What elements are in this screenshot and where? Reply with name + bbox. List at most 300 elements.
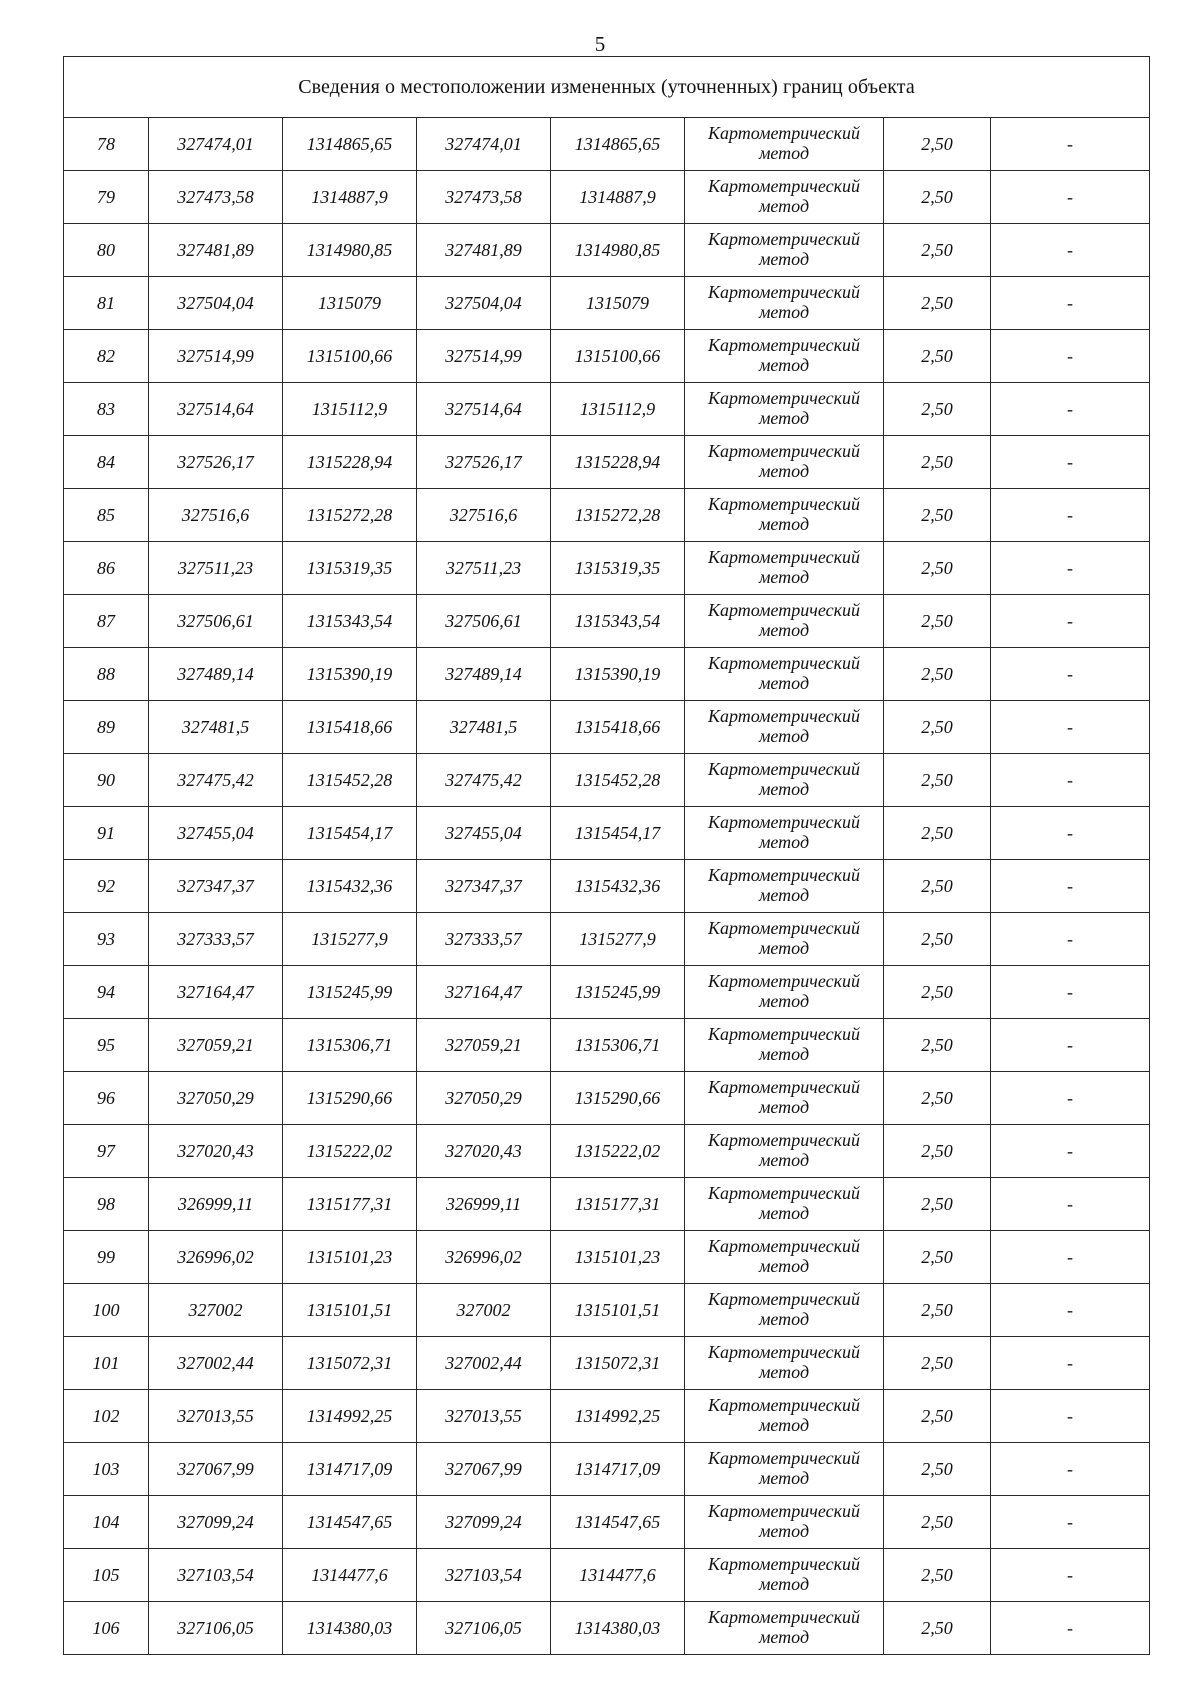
refined-y-cell: 1315432,36	[551, 860, 685, 913]
method-line-1: Картометрический	[707, 1077, 860, 1097]
table-row	[64, 754, 1150, 807]
boundary-coordinates-table	[63, 56, 1150, 1655]
method-line-2: метод	[758, 726, 810, 746]
method-line-2: метод	[758, 1097, 810, 1117]
existing-x-cell: 327473,58	[149, 171, 283, 224]
existing-y-cell: 1315222,02	[283, 1125, 417, 1178]
method-line-1: Картометрический	[707, 653, 860, 673]
table-row	[64, 330, 1150, 383]
method-cell	[685, 1390, 884, 1443]
table-row	[64, 1231, 1150, 1284]
point-number-cell: 105	[64, 1549, 149, 1602]
existing-x-cell: 327481,89	[149, 224, 283, 277]
note-cell: -	[991, 807, 1150, 860]
refined-y-cell: 1315343,54	[551, 595, 685, 648]
method-cell	[685, 1496, 884, 1549]
method-line-1: Картометрический	[707, 1130, 860, 1150]
point-number-cell: 93	[64, 913, 149, 966]
note-cell: -	[991, 1443, 1150, 1496]
method-line-1: Картометрический	[707, 547, 860, 567]
table-row	[64, 542, 1150, 595]
refined-y-cell: 1315079	[551, 277, 685, 330]
method-line-2: метод	[758, 1627, 810, 1647]
method-line-2: метод	[758, 832, 810, 852]
method-line-1: Картометрический	[707, 865, 860, 885]
refined-x-cell: 327506,61	[417, 595, 551, 648]
method-line-1: Картометрический	[707, 1607, 860, 1627]
point-number-cell: 95	[64, 1019, 149, 1072]
note-cell: -	[991, 1284, 1150, 1337]
note-cell: -	[991, 1019, 1150, 1072]
point-number-cell: 86	[64, 542, 149, 595]
refined-y-cell: 1315454,17	[551, 807, 685, 860]
table-row	[64, 118, 1150, 171]
method-cell	[685, 542, 884, 595]
refined-x-cell: 327106,05	[417, 1602, 551, 1655]
table-row	[64, 966, 1150, 1019]
accuracy-cell: 2,50	[884, 595, 991, 648]
table-row	[64, 1443, 1150, 1496]
existing-y-cell: 1315101,23	[283, 1231, 417, 1284]
accuracy-cell: 2,50	[884, 1390, 991, 1443]
method-line-1: Картометрический	[707, 388, 860, 408]
method-cell	[685, 648, 884, 701]
method-line-2: метод	[758, 779, 810, 799]
note-cell: -	[991, 1072, 1150, 1125]
existing-x-cell: 327504,04	[149, 277, 283, 330]
method-line-1: Картометрический	[707, 1448, 860, 1468]
accuracy-cell: 2,50	[884, 277, 991, 330]
existing-x-cell: 327526,17	[149, 436, 283, 489]
point-number-cell: 104	[64, 1496, 149, 1549]
accuracy-cell: 2,50	[884, 1337, 991, 1390]
accuracy-cell: 2,50	[884, 1496, 991, 1549]
accuracy-cell: 2,50	[884, 436, 991, 489]
method-cell	[685, 1231, 884, 1284]
refined-x-cell: 327020,43	[417, 1125, 551, 1178]
existing-x-cell: 327514,99	[149, 330, 283, 383]
refined-x-cell: 327475,42	[417, 754, 551, 807]
method-cell	[685, 383, 884, 436]
existing-y-cell: 1314547,65	[283, 1496, 417, 1549]
refined-y-cell: 1314980,85	[551, 224, 685, 277]
refined-x-cell: 327455,04	[417, 807, 551, 860]
table-row	[64, 1602, 1150, 1655]
existing-y-cell: 1314992,25	[283, 1390, 417, 1443]
point-number-cell: 96	[64, 1072, 149, 1125]
method-line-2: метод	[758, 885, 810, 905]
point-number-cell: 78	[64, 118, 149, 171]
refined-y-cell: 1315100,66	[551, 330, 685, 383]
method-cell	[685, 1602, 884, 1655]
method-line-2: метод	[758, 938, 810, 958]
method-line-2: метод	[758, 567, 810, 587]
refined-x-cell: 327504,04	[417, 277, 551, 330]
table-row	[64, 277, 1150, 330]
method-line-2: метод	[758, 1150, 810, 1170]
refined-y-cell: 1314547,65	[551, 1496, 685, 1549]
existing-x-cell: 327106,05	[149, 1602, 283, 1655]
refined-y-cell: 1315290,66	[551, 1072, 685, 1125]
method-line-2: метод	[758, 1256, 810, 1276]
accuracy-cell: 2,50	[884, 966, 991, 1019]
existing-y-cell: 1314865,65	[283, 118, 417, 171]
accuracy-cell: 2,50	[884, 754, 991, 807]
existing-x-cell: 327103,54	[149, 1549, 283, 1602]
refined-y-cell: 1315390,19	[551, 648, 685, 701]
note-cell: -	[991, 648, 1150, 701]
point-number-cell: 99	[64, 1231, 149, 1284]
accuracy-cell: 2,50	[884, 1443, 991, 1496]
method-line-1: Картометрический	[707, 1183, 860, 1203]
existing-x-cell: 327164,47	[149, 966, 283, 1019]
existing-x-cell: 327481,5	[149, 701, 283, 754]
note-cell: -	[991, 383, 1150, 436]
method-cell	[685, 1072, 884, 1125]
existing-x-cell: 327489,14	[149, 648, 283, 701]
method-line-1: Картометрический	[707, 1289, 860, 1309]
method-cell	[685, 489, 884, 542]
refined-y-cell: 1315072,31	[551, 1337, 685, 1390]
note-cell: -	[991, 754, 1150, 807]
refined-x-cell: 327526,17	[417, 436, 551, 489]
accuracy-cell: 2,50	[884, 1284, 991, 1337]
method-line-1: Картометрический	[707, 1342, 860, 1362]
note-cell: -	[991, 913, 1150, 966]
existing-x-cell: 327333,57	[149, 913, 283, 966]
refined-y-cell: 1315272,28	[551, 489, 685, 542]
method-cell	[685, 330, 884, 383]
accuracy-cell: 2,50	[884, 383, 991, 436]
accuracy-cell: 2,50	[884, 171, 991, 224]
table-row	[64, 595, 1150, 648]
refined-x-cell: 327514,99	[417, 330, 551, 383]
method-line-2: метод	[758, 196, 810, 216]
method-cell	[685, 807, 884, 860]
note-cell: -	[991, 966, 1150, 1019]
existing-y-cell: 1315112,9	[283, 383, 417, 436]
refined-x-cell: 327002	[417, 1284, 551, 1337]
existing-x-cell: 327511,23	[149, 542, 283, 595]
existing-x-cell: 327050,29	[149, 1072, 283, 1125]
point-number-cell: 106	[64, 1602, 149, 1655]
refined-y-cell: 1315101,23	[551, 1231, 685, 1284]
accuracy-cell: 2,50	[884, 1549, 991, 1602]
refined-x-cell: 327516,6	[417, 489, 551, 542]
note-cell: -	[991, 1125, 1150, 1178]
refined-y-cell: 1315306,71	[551, 1019, 685, 1072]
refined-y-cell: 1315319,35	[551, 542, 685, 595]
note-cell: -	[991, 595, 1150, 648]
refined-x-cell: 327002,44	[417, 1337, 551, 1390]
refined-y-cell: 1315101,51	[551, 1284, 685, 1337]
method-line-2: метод	[758, 1415, 810, 1435]
accuracy-cell: 2,50	[884, 1125, 991, 1178]
refined-x-cell: 327099,24	[417, 1496, 551, 1549]
table-row	[64, 648, 1150, 701]
accuracy-cell: 2,50	[884, 860, 991, 913]
accuracy-cell: 2,50	[884, 224, 991, 277]
method-line-1: Картометрический	[707, 441, 860, 461]
refined-y-cell: 1314477,6	[551, 1549, 685, 1602]
existing-y-cell: 1315452,28	[283, 754, 417, 807]
method-line-2: метод	[758, 1521, 810, 1541]
table-row	[64, 171, 1150, 224]
point-number-cell: 89	[64, 701, 149, 754]
point-number-cell: 100	[64, 1284, 149, 1337]
existing-y-cell: 1315101,51	[283, 1284, 417, 1337]
table-row	[64, 1496, 1150, 1549]
accuracy-cell: 2,50	[884, 701, 991, 754]
method-cell	[685, 595, 884, 648]
refined-y-cell: 1315228,94	[551, 436, 685, 489]
table-row	[64, 489, 1150, 542]
existing-x-cell: 327002,44	[149, 1337, 283, 1390]
refined-x-cell: 327347,37	[417, 860, 551, 913]
refined-y-cell: 1315245,99	[551, 966, 685, 1019]
table-caption-row	[64, 57, 1150, 118]
existing-y-cell: 1315245,99	[283, 966, 417, 1019]
method-cell	[685, 754, 884, 807]
accuracy-cell: 2,50	[884, 118, 991, 171]
existing-x-cell: 327455,04	[149, 807, 283, 860]
method-line-1: Картометрический	[707, 494, 860, 514]
existing-y-cell: 1315290,66	[283, 1072, 417, 1125]
point-number-cell: 79	[64, 171, 149, 224]
refined-y-cell: 1315112,9	[551, 383, 685, 436]
point-number-cell: 91	[64, 807, 149, 860]
note-cell: -	[991, 1496, 1150, 1549]
method-line-1: Картометрический	[707, 176, 860, 196]
point-number-cell: 87	[64, 595, 149, 648]
table-row	[64, 1549, 1150, 1602]
point-number-cell: 103	[64, 1443, 149, 1496]
method-line-1: Картометрический	[707, 759, 860, 779]
existing-x-cell: 326996,02	[149, 1231, 283, 1284]
method-cell	[685, 913, 884, 966]
method-line-2: метод	[758, 1044, 810, 1064]
point-number-cell: 82	[64, 330, 149, 383]
existing-y-cell: 1315228,94	[283, 436, 417, 489]
table-row	[64, 1390, 1150, 1443]
existing-x-cell: 327002	[149, 1284, 283, 1337]
table-row	[64, 1284, 1150, 1337]
existing-y-cell: 1315343,54	[283, 595, 417, 648]
refined-x-cell: 327474,01	[417, 118, 551, 171]
method-cell	[685, 1019, 884, 1072]
existing-y-cell: 1315079	[283, 277, 417, 330]
note-cell: -	[991, 542, 1150, 595]
existing-x-cell: 327474,01	[149, 118, 283, 171]
existing-y-cell: 1314380,03	[283, 1602, 417, 1655]
refined-x-cell: 327511,23	[417, 542, 551, 595]
point-number-cell: 94	[64, 966, 149, 1019]
method-line-2: метод	[758, 991, 810, 1011]
method-cell	[685, 1443, 884, 1496]
refined-x-cell: 326999,11	[417, 1178, 551, 1231]
existing-x-cell: 327013,55	[149, 1390, 283, 1443]
method-cell	[685, 966, 884, 1019]
method-line-2: метод	[758, 1362, 810, 1382]
point-number-cell: 80	[64, 224, 149, 277]
table-row	[64, 1019, 1150, 1072]
point-number-cell: 97	[64, 1125, 149, 1178]
method-line-1: Картометрический	[707, 229, 860, 249]
refined-y-cell: 1314887,9	[551, 171, 685, 224]
accuracy-cell: 2,50	[884, 648, 991, 701]
existing-x-cell: 327506,61	[149, 595, 283, 648]
note-cell: -	[991, 701, 1150, 754]
point-number-cell: 101	[64, 1337, 149, 1390]
method-line-1: Картометрический	[707, 1024, 860, 1044]
accuracy-cell: 2,50	[884, 807, 991, 860]
method-cell	[685, 277, 884, 330]
note-cell: -	[991, 224, 1150, 277]
note-cell: -	[991, 118, 1150, 171]
refined-x-cell: 327473,58	[417, 171, 551, 224]
note-cell: -	[991, 489, 1150, 542]
point-number-cell: 84	[64, 436, 149, 489]
table-row	[64, 701, 1150, 754]
refined-y-cell: 1315177,31	[551, 1178, 685, 1231]
method-line-1: Картометрический	[707, 1395, 860, 1415]
existing-x-cell: 327475,42	[149, 754, 283, 807]
table-row	[64, 807, 1150, 860]
method-cell	[685, 118, 884, 171]
existing-x-cell: 327067,99	[149, 1443, 283, 1496]
existing-y-cell: 1315272,28	[283, 489, 417, 542]
accuracy-cell: 2,50	[884, 330, 991, 383]
method-line-1: Картометрический	[707, 123, 860, 143]
refined-x-cell: 327050,29	[417, 1072, 551, 1125]
table-row	[64, 913, 1150, 966]
method-line-2: метод	[758, 302, 810, 322]
method-line-2: метод	[758, 1574, 810, 1594]
table-row	[64, 1337, 1150, 1390]
note-cell: -	[991, 277, 1150, 330]
existing-x-cell: 327099,24	[149, 1496, 283, 1549]
method-line-2: метод	[758, 1468, 810, 1488]
refined-x-cell: 327013,55	[417, 1390, 551, 1443]
refined-x-cell: 327164,47	[417, 966, 551, 1019]
method-line-1: Картометрический	[707, 600, 860, 620]
existing-x-cell: 327516,6	[149, 489, 283, 542]
method-line-1: Картометрический	[707, 971, 860, 991]
refined-x-cell: 327103,54	[417, 1549, 551, 1602]
method-cell	[685, 1549, 884, 1602]
refined-x-cell: 327059,21	[417, 1019, 551, 1072]
accuracy-cell: 2,50	[884, 1019, 991, 1072]
existing-y-cell: 1315177,31	[283, 1178, 417, 1231]
method-line-1: Картометрический	[707, 335, 860, 355]
method-line-2: метод	[758, 143, 810, 163]
accuracy-cell: 2,50	[884, 489, 991, 542]
table-row	[64, 383, 1150, 436]
accuracy-cell: 2,50	[884, 1231, 991, 1284]
existing-y-cell: 1315432,36	[283, 860, 417, 913]
refined-y-cell: 1315418,66	[551, 701, 685, 754]
existing-y-cell: 1315390,19	[283, 648, 417, 701]
point-number-cell: 85	[64, 489, 149, 542]
method-line-2: метод	[758, 461, 810, 481]
refined-x-cell: 327481,89	[417, 224, 551, 277]
method-cell	[685, 436, 884, 489]
method-line-2: метод	[758, 408, 810, 428]
table-row	[64, 1125, 1150, 1178]
refined-x-cell: 327489,14	[417, 648, 551, 701]
accuracy-cell: 2,50	[884, 1072, 991, 1125]
point-number-cell: 83	[64, 383, 149, 436]
method-cell	[685, 224, 884, 277]
point-number-cell: 98	[64, 1178, 149, 1231]
refined-x-cell: 326996,02	[417, 1231, 551, 1284]
point-number-cell: 102	[64, 1390, 149, 1443]
note-cell: -	[991, 1337, 1150, 1390]
accuracy-cell: 2,50	[884, 913, 991, 966]
table-row	[64, 224, 1150, 277]
refined-y-cell: 1314865,65	[551, 118, 685, 171]
refined-x-cell: 327067,99	[417, 1443, 551, 1496]
existing-y-cell: 1314477,6	[283, 1549, 417, 1602]
table-row	[64, 860, 1150, 913]
refined-x-cell: 327481,5	[417, 701, 551, 754]
existing-y-cell: 1314887,9	[283, 171, 417, 224]
method-cell	[685, 1337, 884, 1390]
refined-y-cell: 1314992,25	[551, 1390, 685, 1443]
existing-y-cell: 1315100,66	[283, 330, 417, 383]
page-number: 5	[594, 32, 606, 56]
refined-y-cell: 1314380,03	[551, 1602, 685, 1655]
note-cell: -	[991, 1178, 1150, 1231]
point-number-cell: 90	[64, 754, 149, 807]
method-line-2: метод	[758, 620, 810, 640]
existing-x-cell: 327347,37	[149, 860, 283, 913]
table-caption: Сведения о местоположении измененных (уточненных) границ объекта	[64, 57, 1150, 118]
method-cell	[685, 171, 884, 224]
method-line-2: метод	[758, 249, 810, 269]
method-cell	[685, 860, 884, 913]
method-line-1: Картометрический	[707, 706, 860, 726]
point-number-cell: 92	[64, 860, 149, 913]
accuracy-cell: 2,50	[884, 1178, 991, 1231]
refined-y-cell: 1315452,28	[551, 754, 685, 807]
existing-x-cell: 327020,43	[149, 1125, 283, 1178]
table-row	[64, 1178, 1150, 1231]
method-line-2: метод	[758, 1203, 810, 1223]
method-line-2: метод	[758, 673, 810, 693]
refined-y-cell: 1315222,02	[551, 1125, 685, 1178]
method-cell	[685, 1284, 884, 1337]
existing-y-cell: 1315319,35	[283, 542, 417, 595]
refined-x-cell: 327514,64	[417, 383, 551, 436]
method-cell	[685, 1178, 884, 1231]
existing-y-cell: 1315277,9	[283, 913, 417, 966]
existing-x-cell: 327059,21	[149, 1019, 283, 1072]
method-cell	[685, 701, 884, 754]
existing-y-cell: 1315418,66	[283, 701, 417, 754]
method-line-1: Картометрический	[707, 282, 860, 302]
existing-x-cell: 326999,11	[149, 1178, 283, 1231]
method-line-1: Картометрический	[707, 918, 860, 938]
method-cell	[685, 1125, 884, 1178]
refined-y-cell: 1315277,9	[551, 913, 685, 966]
existing-y-cell: 1314717,09	[283, 1443, 417, 1496]
accuracy-cell: 2,50	[884, 542, 991, 595]
existing-y-cell: 1315306,71	[283, 1019, 417, 1072]
note-cell: -	[991, 330, 1150, 383]
method-line-1: Картометрический	[707, 1554, 860, 1574]
note-cell: -	[991, 1549, 1150, 1602]
